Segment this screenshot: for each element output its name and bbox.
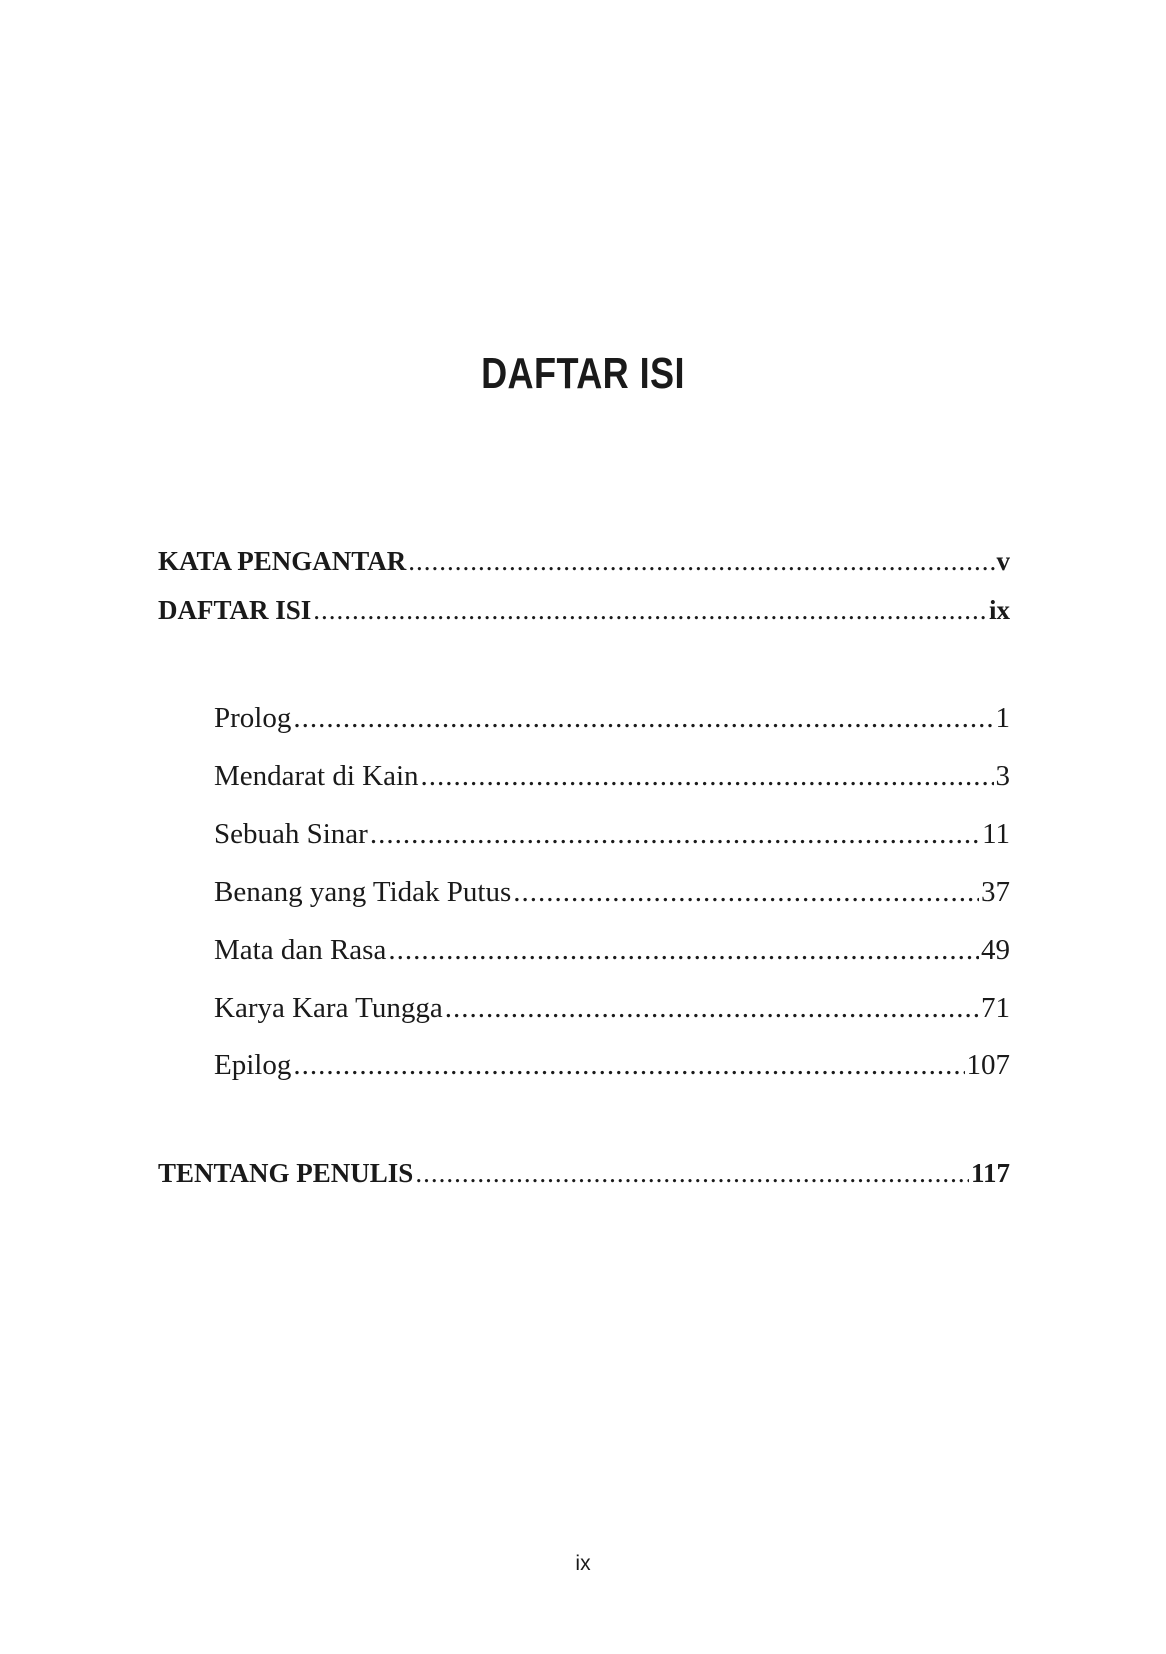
toc-entry-label: Benang yang Tidak Putus bbox=[214, 876, 512, 908]
toc-entry-label: TENTANG PENULIS bbox=[158, 1158, 414, 1188]
toc-entry-chapter[interactable] bbox=[214, 936, 1010, 965]
toc-entry-page: 49 bbox=[981, 934, 1010, 966]
toc-entry-page: v bbox=[996, 546, 1010, 576]
toc-entry-page: 117 bbox=[970, 1158, 1010, 1188]
toc-dot-leader bbox=[421, 762, 994, 791]
toc-entry-label: Prolog bbox=[214, 702, 292, 734]
toc-entry-chapter[interactable] bbox=[214, 820, 1010, 849]
toc-entry-label: Sebuah Sinar bbox=[214, 818, 368, 850]
toc-dot-leader bbox=[513, 878, 979, 907]
page-number: ix bbox=[575, 1552, 591, 1575]
toc-entry-page: 1 bbox=[995, 702, 1010, 734]
toc-entry-tentang-penulis[interactable] bbox=[158, 1160, 1010, 1187]
toc-dot-leader bbox=[313, 597, 987, 624]
toc-entry-label: DAFTAR ISI bbox=[158, 595, 312, 625]
toc-entry-page: ix bbox=[988, 595, 1010, 625]
toc-entry-kata-pengantar[interactable] bbox=[158, 548, 1010, 575]
toc-entry-label: Epilog bbox=[214, 1049, 292, 1081]
toc-entry-label: Karya Kara Tungga bbox=[214, 992, 443, 1024]
toc-entry-page: 37 bbox=[981, 876, 1010, 908]
page-title: DAFTAR ISI bbox=[481, 349, 685, 398]
toc-dot-leader bbox=[388, 936, 979, 965]
toc-entry-chapter[interactable] bbox=[214, 994, 1010, 1023]
toc-entry-page: 11 bbox=[982, 818, 1010, 850]
toc-dot-leader bbox=[370, 820, 980, 849]
toc-entry-page: 71 bbox=[981, 992, 1010, 1024]
toc-entry-chapter[interactable] bbox=[214, 704, 1010, 733]
toc-dot-leader bbox=[293, 704, 993, 733]
toc-entry-label: Mendarat di Kain bbox=[214, 760, 419, 792]
toc-entry-label: KATA PENGANTAR bbox=[158, 546, 407, 576]
toc-entry-page: 3 bbox=[995, 760, 1010, 792]
toc-entry-page: 107 bbox=[966, 1049, 1010, 1081]
toc-dot-leader bbox=[293, 1051, 964, 1080]
toc-entry-daftar-isi[interactable] bbox=[158, 597, 1010, 624]
toc-dot-leader bbox=[445, 994, 979, 1023]
toc-dot-leader bbox=[408, 548, 994, 575]
toc-entry-chapter[interactable] bbox=[214, 762, 1010, 791]
toc-entry-label: Mata dan Rasa bbox=[214, 934, 387, 966]
toc-entry-chapter[interactable] bbox=[214, 1051, 1010, 1080]
toc-entry-chapter[interactable] bbox=[214, 878, 1010, 907]
toc-dot-leader bbox=[415, 1160, 969, 1187]
